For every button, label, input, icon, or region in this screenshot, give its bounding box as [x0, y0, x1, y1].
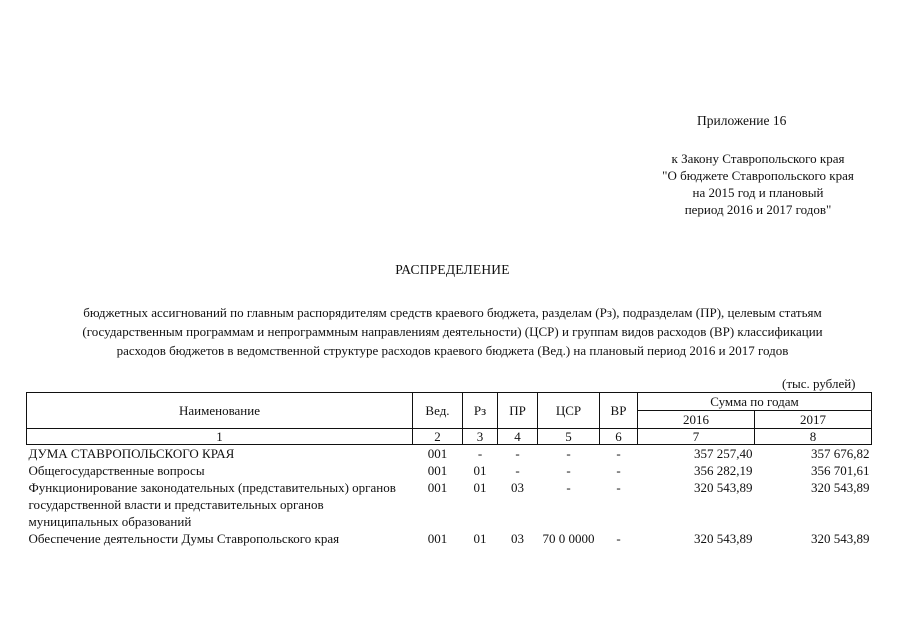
row-sum-2016: 320 543,89: [694, 531, 753, 546]
row-csr: -: [566, 446, 571, 461]
row-sum-2017: 320 543,89: [811, 531, 870, 546]
row-ved: 001: [427, 446, 448, 461]
table-row: [27, 530, 872, 547]
header-vr: ВР: [600, 393, 638, 429]
column-number: 6: [600, 429, 638, 445]
header-ved: Вед.: [413, 393, 463, 429]
header-name: Наименование: [27, 393, 413, 429]
units-label: (тыс. рублей): [782, 376, 856, 391]
row-name: ДУМА СТАВРОПОЛЬСКОГО КРАЯ: [28, 446, 235, 461]
row-ved: 001: [427, 531, 448, 546]
row-name: Обеспечение деятельности Думы Ставропольского края: [28, 531, 340, 546]
row-ved: 001: [427, 463, 448, 478]
row-vr: -: [616, 446, 621, 461]
header-year-2016: 2016: [638, 411, 755, 429]
row-ved: 001: [427, 480, 448, 495]
row-sum-2017: 357 676,82: [811, 446, 870, 461]
row-sum-2017: 356 701,61: [811, 463, 870, 478]
row-sum-2016: 357 257,40: [694, 446, 753, 461]
row-rz: 01: [473, 463, 487, 478]
column-number: 8: [755, 429, 872, 445]
row-vr: -: [616, 480, 621, 495]
header-rz: Рз: [463, 393, 498, 429]
row-csr: -: [566, 480, 571, 495]
row-sum-2016: 320 543,89: [694, 480, 753, 495]
table-header-row: [27, 393, 872, 411]
column-number: 7: [638, 429, 755, 445]
column-number-row: [27, 429, 872, 445]
description-line: (государственным программам и непрограммным направлениям деятельности) (ЦСР) и группам видов расходов (ВР) классификации: [82, 324, 823, 339]
row-csr: 70 0 0000: [542, 531, 595, 546]
row-csr: -: [566, 463, 571, 478]
row-rz: 01: [473, 480, 487, 495]
row-vr: -: [616, 463, 621, 478]
law-reference: [560, 150, 905, 218]
law-reference-line: "О бюджете Ставропольского края: [662, 168, 854, 183]
header-csr: ЦСР: [538, 393, 600, 429]
table-row: [27, 445, 872, 463]
column-number: 3: [463, 429, 498, 445]
column-number: 4: [498, 429, 538, 445]
row-pr: 03: [511, 531, 524, 546]
row-rz: -: [477, 446, 483, 461]
document-heading: РАСПРЕДЕЛЕНИЕ: [395, 262, 510, 277]
row-pr: -: [515, 446, 520, 461]
row-name: Функционирование законодательных (представительных) органов государственной власти и представительных органов муниципальных образований: [28, 480, 396, 529]
row-pr: 03: [511, 480, 524, 495]
column-number: 5: [538, 429, 600, 445]
header-pr: ПР: [498, 393, 538, 429]
row-pr: -: [515, 463, 520, 478]
law-reference-line: на 2015 год и плановый: [692, 185, 824, 200]
row-rz: 01: [473, 531, 487, 546]
law-reference-line: период 2016 и 2017 годов": [684, 202, 832, 217]
row-vr: -: [616, 531, 621, 546]
row-name: Общегосударственные вопросы: [28, 463, 205, 478]
column-number: 1: [27, 429, 413, 445]
budget-table: [26, 392, 872, 547]
table-row: [27, 479, 872, 530]
row-sum-2016: 356 282,19: [694, 463, 753, 478]
document-description: [20, 303, 885, 360]
header-year-2017: 2017: [755, 411, 872, 429]
table-row: [27, 462, 872, 479]
appendix-label: Приложение 16: [697, 113, 787, 128]
description-line: расходов бюджетов в ведомственной структуре расходов краевого бюджета (Вед.) на плановый период 2016 и 2017 годов: [116, 343, 789, 358]
column-number: 2: [413, 429, 463, 445]
row-sum-2017: 320 543,89: [811, 480, 870, 495]
law-reference-line: к Закону Ставропольского края: [671, 151, 845, 166]
header-sum-by-years: Сумма по годам: [638, 393, 872, 411]
description-line: бюджетных ассигнований по главным распорядителям средств краевого бюджета, разделам (Рз), подразделам (ПР), целевым статьям: [83, 305, 822, 320]
